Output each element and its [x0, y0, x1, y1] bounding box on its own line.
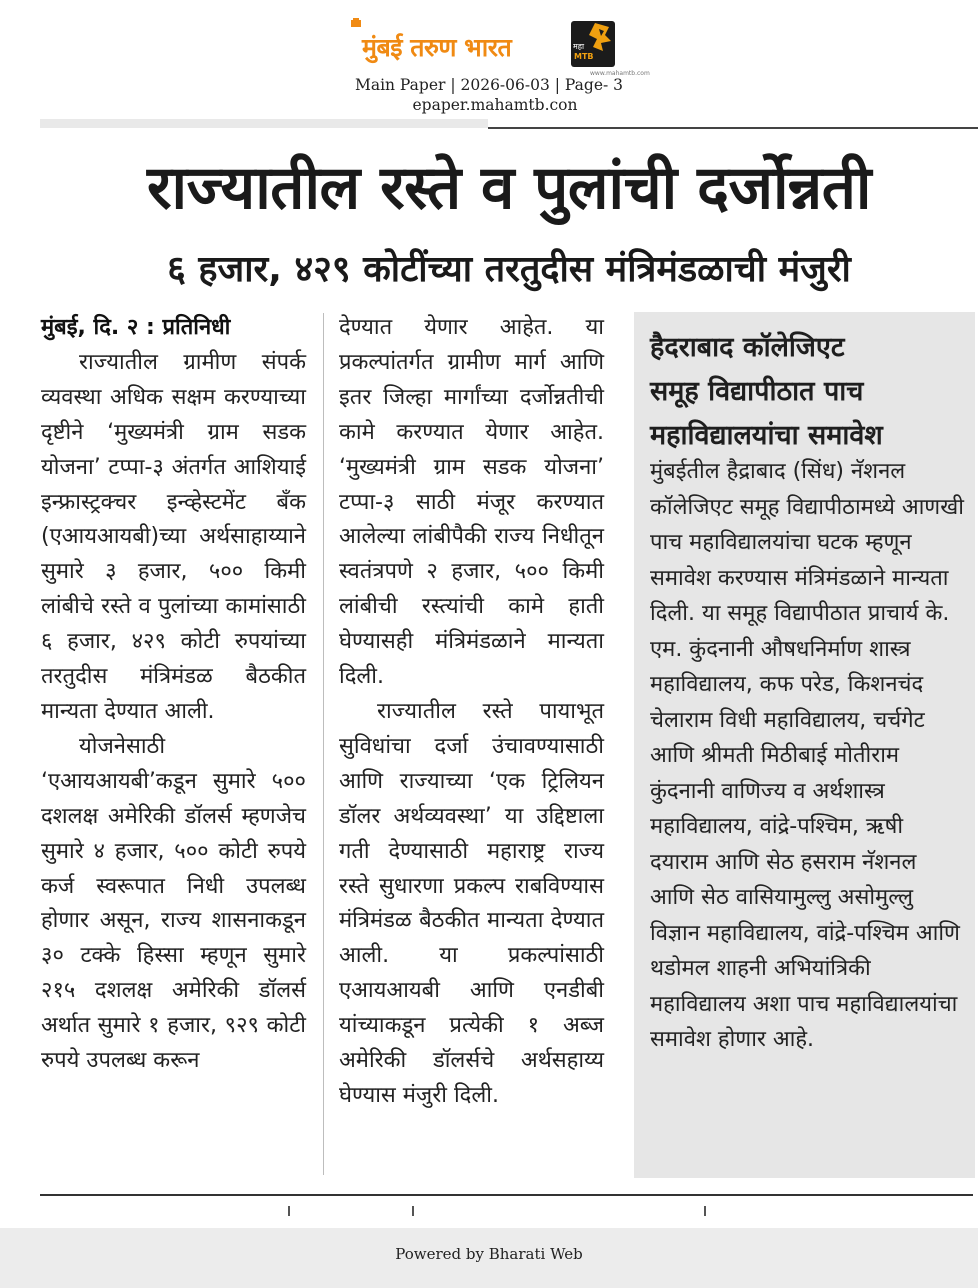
sidebar-headline-line: महाविद्यालयांचा समावेश: [650, 420, 883, 451]
sidebar-headline: [650, 326, 970, 458]
badge-mtb-text: MTB: [574, 52, 594, 61]
article-headline: राज्यातील रस्ते व पुलांची दर्जोन्नती: [147, 153, 871, 223]
article-paragraph: राज्यातील रस्ते पायाभूत सुविधांचा दर्जा उंचावण्यासाठी आणि राज्याच्या ‘एक ट्रिलियन डॉलर अर्थव्यवस्था’ या उद्दिष्टाला गती देण्यासाठी महाराष्ट्र राज्य रस्ते सुधारणा प्रकल्प राबविण्यास मंत्रिमंडळ बैठकीत मान्यता देण्यात आली. या प्रकल्पांसाठी एआयआयबी आणि एनडीबी यांच्याकडून प्रत्येकी १ अब्ज अमेरिकी डॉलर्सचे अर्थसहाय्य घेण्यास मंजुरी दिली.: [339, 698, 604, 1108]
article-column-1: [41, 311, 306, 1079]
header-divider-bar: [40, 119, 488, 128]
masthead: [0, 18, 978, 77]
article-subheadline: ६ हजार, ४२९ कोटींच्या तरतुदीस मंत्रिमंडळाची मंजुरी: [167, 249, 851, 290]
sidebar-headline-line: हैदराबाद कॉलेजिएट: [650, 332, 845, 363]
edition-meta: Main Paper | 2026-06-03 | Page- 3: [354, 76, 624, 94]
epaper-url[interactable]: epaper.mahamtb.con: [412, 96, 578, 114]
logo-emblem-icon: [350, 18, 362, 28]
cutoff-mark: [288, 1206, 290, 1216]
mtb-logo-badge[interactable]: [571, 21, 615, 67]
column-divider: [323, 313, 324, 1175]
sidebar-story: [634, 312, 975, 1178]
badge-maha-text: महा: [573, 42, 585, 51]
next-article-cutoff: [0, 1206, 978, 1218]
footer-bar: [0, 1228, 978, 1288]
sidebar-headline-line: समूह विद्यापीठात पाच: [650, 376, 864, 407]
newspaper-logo[interactable]: मुंबई तरुण भारत: [362, 33, 512, 62]
article-paragraph: राज्यातील ग्रामीण संपर्क व्यवस्था अधिक सक्षम करण्याच्या दृष्टीने ‘मुख्यमंत्री ग्राम सडक योजना’ टप्पा-३ अंतर्गत आशियाई इन्फ्रास्ट्रक्चर इन्व्हेस्टमेंट बँक (एआयआयबी)च्या अर्थसाहाय्याने सुमारे ३ हजार, ५०० किमी लांबीचे रस्ते व पुलांच्या कामांसाठी ६ हजार, ४२९ कोटी रुपयांच्या तरतुदीस मंत्रिमंडळ बैठकीत मान्यता देण्यात आली.: [41, 349, 306, 724]
sidebar-body: मुंबईतील हैद्राबाद (सिंध) नॅशनल कॉलेजिएट समूह विद्यापीठामध्ये आणखी पाच महाविद्यालयांचा घटक म्हणून समावेश करण्यास मंत्रिमंडळाने मान्यता दिली. या समूह विद्यापीठात प्राचार्य के. एम. कुंदनानी औषधनिर्माण शास्त्र महाविद्यालय, कफ परेड, किशनचंद चेलाराम विधी महाविद्यालय, चर्चगेट आणि श्रीमती मिठीबाई मोतीराम कुंदनानी वाणिज्य व अर्थशास्त्र महाविद्यालय, वांद्रे-पश्चिम, ऋषी दयाराम आणि सेठ हसराम नॅशनल आणि सेठ वासियामुल्लु असोमुल्लु विज्ञान महाविद्यालय, वांद्रे-पश्चिम आणि थडोमल शाहनी अभियांत्रिकी महाविद्यालय अशा पाच महाविद्यालयांचा समावेश होणार आहे.: [650, 459, 964, 1052]
bottom-divider: [40, 1194, 973, 1196]
article-dateline: मुंबई, दि. २ : प्रतिनिधी: [41, 315, 231, 340]
article-paragraph: योजनेसाठी ‘एआयआयबी’कडून सुमारे ५०० दशलक्ष अमेरिकी डॉलर्स म्हणजेच सुमारे ४ हजार, ५०० कोटी रुपये कर्ज स्वरूपात निधी उपलब्ध होणार असून, राज्य शासनाकडून ३० टक्के हिस्सा म्हणून सुमारे २१५ दशलक्ष अमेरिकी डॉलर्स अर्थात सुमारे १ हजार, ९२९ कोटी रुपये उपलब्ध करून: [41, 733, 306, 1074]
article-paragraph: देण्यात येणार आहेत. या प्रकल्पांतर्गत ग्रामीण मार्ग आणि इतर जिल्हा मार्गांच्या दर्जोन्नतीची कामे करण्यात येणार आहेत. ‘मुख्यमंत्री ग्राम सडक योजना’ टप्पा-३ साठी मंजूर करण्यात आलेल्या लांबीपैकी राज्य निधीतून स्वतंत्रपणे २ हजार, ५०० किमी लांबीची रस्त्यांची कामे हाती घेण्यासही मंत्रिमंडळाने मान्यता दिली.: [339, 315, 604, 690]
cutoff-mark: [704, 1206, 706, 1216]
badge-url: www.mahamtb.com: [590, 70, 650, 77]
cutoff-mark: [412, 1206, 414, 1216]
header-divider-line: [488, 127, 978, 129]
article-column-2: [339, 311, 604, 1114]
powered-by-link[interactable]: Powered by Bharati Web: [395, 1245, 583, 1263]
